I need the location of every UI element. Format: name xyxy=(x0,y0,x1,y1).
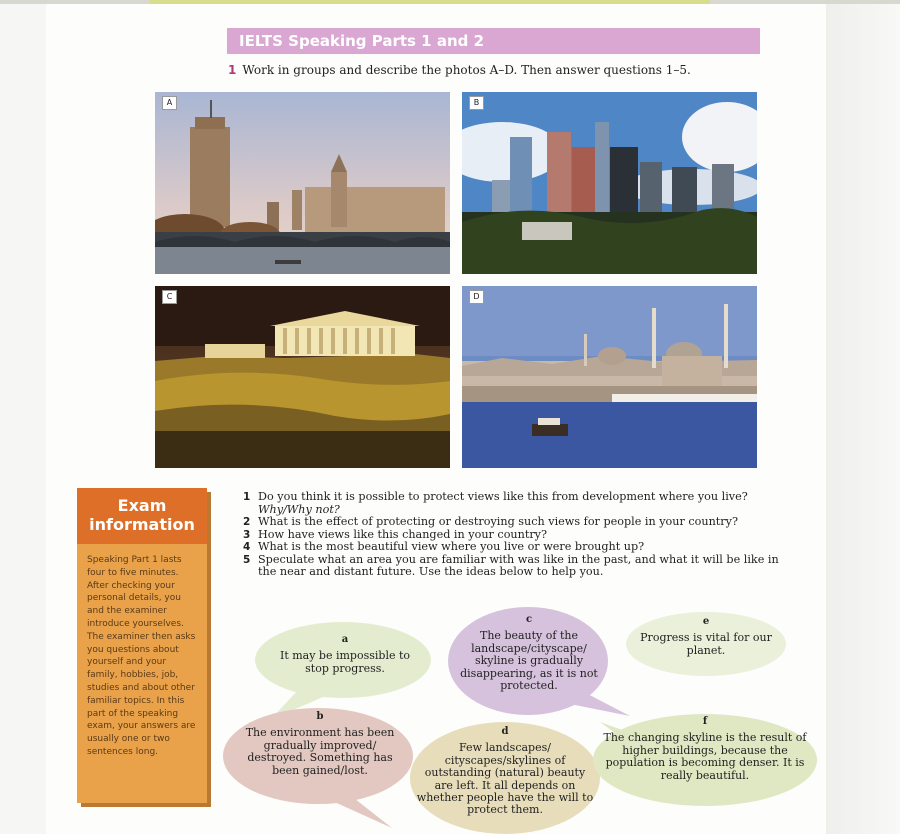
question-number: 5 xyxy=(243,553,251,566)
question-text: What is the most beautiful view where you live or were brought up? xyxy=(258,540,645,553)
photo-label-a: A xyxy=(162,96,177,110)
question-extra: Why/Why not? xyxy=(258,502,340,516)
bubble-b xyxy=(245,711,395,777)
question-number: 2 xyxy=(243,516,251,528)
bubble-text: The environment has been gradually improved/ destroyed. Something has been gained/lost. xyxy=(245,726,395,777)
bubble-letter: d xyxy=(501,726,509,737)
bubble-text: Few landscapes/ cityscapes/skylines of outstanding (natural) beauty are left. It all depends on whether people have the will to protect them. xyxy=(416,741,594,817)
bubble-letter: f xyxy=(702,716,708,727)
bubble-text: The beauty of the landscape/cityscape/ skyline is gradually disappearing, as it is not protected. xyxy=(460,629,598,693)
bubble-letter: e xyxy=(702,616,710,627)
instruction-text: Work in groups and describe the photos A–D. Then answer questions 1–5. xyxy=(242,63,691,77)
bubble-text: It may be impossible to stop progress. xyxy=(279,649,411,675)
exercise-number: 1 xyxy=(228,63,237,77)
question-number: 3 xyxy=(243,528,251,541)
bubble-letter: c xyxy=(525,614,533,625)
question-text: Speculate what an area you are familiar with was like in the past, and what it will be like in the near and distant future. Use the ideas below to help you. xyxy=(258,552,779,578)
bubble-c xyxy=(458,614,600,692)
exam-title-line1: Exam xyxy=(117,496,167,515)
photo-label-c: C xyxy=(162,290,177,304)
section-header: IELTS Speaking Parts 1 and 2 xyxy=(227,28,760,54)
question-text: What is the effect of protecting or destroying such views for people in your country? xyxy=(258,515,738,528)
bubble-letter: b xyxy=(316,711,324,722)
bubble-text: The changing skyline is the result of higher buildings, because the population is becoming denser. It is really beautiful. xyxy=(603,731,807,782)
question-number: 1 xyxy=(243,491,251,503)
bubble-a xyxy=(278,634,412,675)
photo-label-b: B xyxy=(469,96,484,110)
question-text: Do you think it is possible to protect views like this from development where you live? xyxy=(258,490,748,503)
bubble-e xyxy=(640,616,772,657)
bubble-f xyxy=(602,716,808,782)
bubble-d xyxy=(414,726,596,817)
exam-title-line2: information xyxy=(89,515,195,534)
question-number: 4 xyxy=(243,541,251,553)
bubble-text: Progress is vital for our planet. xyxy=(640,631,772,657)
photo-label-d: D xyxy=(469,290,484,304)
exam-information-text: Speaking Part 1 lasts four to five minutes. After checking your personal details, you and the examiner introduce yourselves. The examiner then asks you questions about yourself and your family, hobbies, job, studies and about other familiar topics. In this part of the speaking exam, your answers are usually one or two sentences long. xyxy=(87,555,196,757)
question-text: How have views like this changed in your country? xyxy=(258,527,548,541)
bubble-letter: a xyxy=(341,634,349,645)
